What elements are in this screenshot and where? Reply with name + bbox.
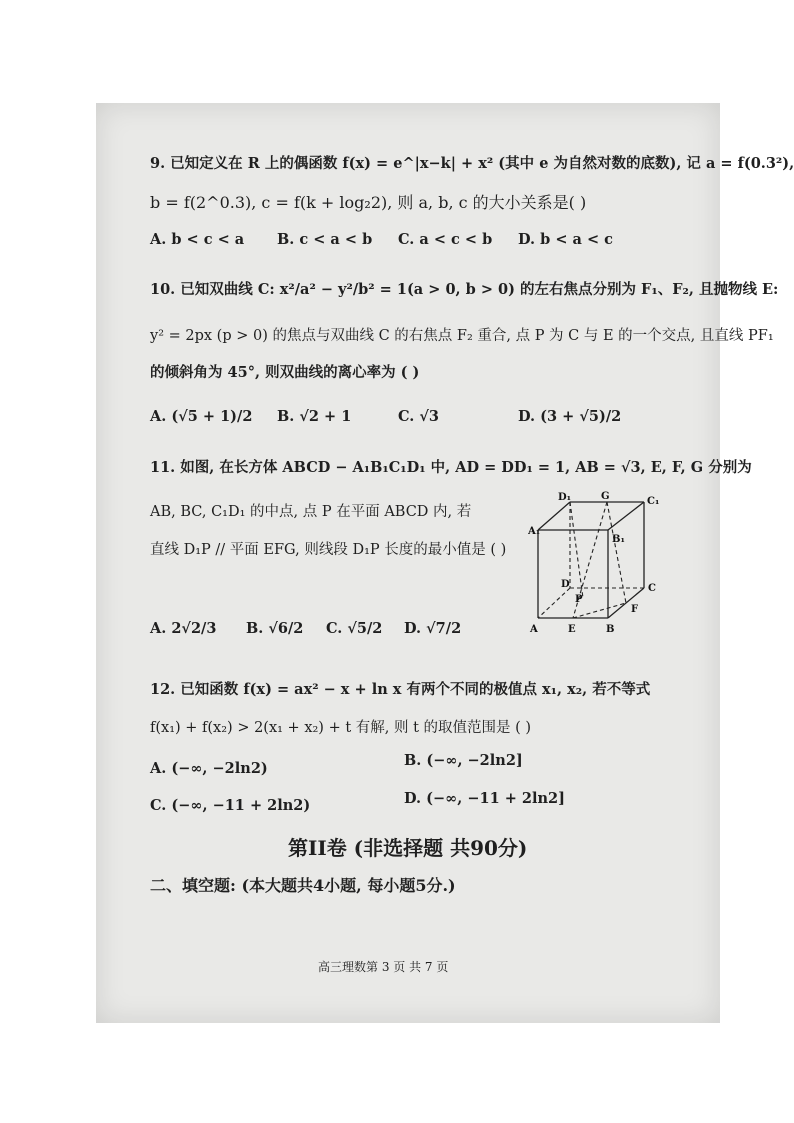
q12-option-a: A. (−∞, −2ln2) <box>150 760 268 777</box>
q10-option-d: D. (3 + √5)/2 <box>518 408 622 425</box>
q9-line1: 9. 已知定义在 R 上的偶函数 f(x) = e^|x−k| + x² (其中 e 为自然对数的底数), 记 a = f(0.3²), <box>150 155 794 172</box>
q9-option-c: C. a < c < b <box>398 231 493 248</box>
label-d: D <box>561 579 570 590</box>
q12-option-b: B. (−∞, −2ln2] <box>404 752 523 769</box>
label-c1: C₁ <box>647 496 660 507</box>
q11-option-d: D. √7/2 <box>404 620 462 637</box>
q12-line1: 12. 已知函数 f(x) = ax² − x + ln x 有两个不同的极值点 x₁, x₂, 若不等式 <box>150 681 651 698</box>
q11-line2: AB, BC, C₁D₁ 的中点, 点 P 在平面 ABCD 内, 若 <box>150 504 472 520</box>
q11-option-b: B. √6/2 <box>246 620 304 637</box>
page-footer: 高三理数第 3 页 共 7 页 <box>318 960 449 974</box>
q10-line3: 的倾斜角为 45°, 则双曲线的离心率为 ( ) <box>150 364 420 381</box>
section-title: 第II卷 (非选择题 共90分) <box>288 836 528 860</box>
q10-line1: 10. 已知双曲线 C: x²/a² − y²/b² = 1(a > 0, b > 0) 的左右焦点分别为 F₁、F₂, 且抛物线 E: <box>150 281 779 298</box>
q11-line1: 11. 如图, 在长方体 ABCD − A₁B₁C₁D₁ 中, AD = DD₁ = 1, AB = √3, E, F, G 分别为 <box>150 459 752 476</box>
cuboid-figure <box>528 490 668 635</box>
label-b: B <box>606 624 615 635</box>
q11-line3: 直线 D₁P // 平面 EFG, 则线段 D₁P 长度的最小值是 ( ) <box>150 542 507 558</box>
q9-line2: b = f(2^0.3), c = f(k + log₂2), 则 a, b, c 的大小关系是( ) <box>150 193 587 212</box>
q11-option-a: A. 2√2/3 <box>150 620 217 637</box>
label-f: F <box>631 604 639 615</box>
fill-blank-heading: 二、填空题: (本大题共4小题, 每小题5分.) <box>150 876 456 895</box>
q12-line2: f(x₁) + f(x₂) > 2(x₁ + x₂) + t 有解, 则 t 的取值范围是 ( ) <box>150 720 532 736</box>
q11-option-c: C. √5/2 <box>326 620 383 637</box>
label-e: E <box>568 624 576 635</box>
q10-option-c: C. √3 <box>398 408 440 425</box>
label-p: P <box>575 594 583 605</box>
q12-option-c: C. (−∞, −11 + 2ln2) <box>150 797 311 814</box>
label-g: G <box>601 491 610 502</box>
label-b1: B₁ <box>612 534 625 545</box>
q9-option-d: D. b < a < c <box>518 231 614 248</box>
q9-option-a: A. b < c < a <box>150 231 245 248</box>
q9-option-b: B. c < a < b <box>277 231 373 248</box>
q10-option-a: A. (√5 + 1)/2 <box>150 408 253 425</box>
label-c: C <box>648 583 656 594</box>
q10-line2: y² = 2px (p > 0) 的焦点与双曲线 C 的右焦点 F₂ 重合, 点 P 为 C 与 E 的一个交点, 且直线 PF₁ <box>150 328 774 344</box>
label-a1: A₁ <box>528 526 541 537</box>
q10-option-b: B. √2 + 1 <box>277 408 352 425</box>
q12-option-d: D. (−∞, −11 + 2ln2] <box>404 790 566 807</box>
label-a: A <box>530 624 538 635</box>
label-d1: D₁ <box>558 492 572 503</box>
